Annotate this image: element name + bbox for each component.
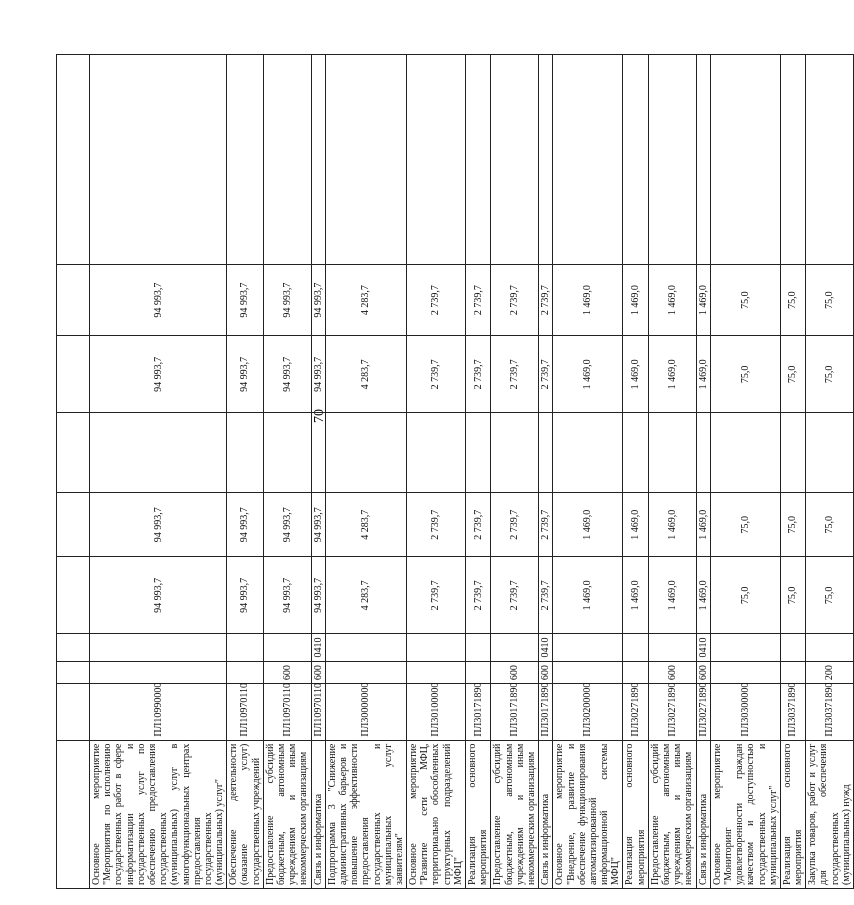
row-value-1: 2 739,7 — [407, 557, 466, 634]
row-value-3 — [90, 413, 227, 493]
row-name: Связь и информатика — [696, 740, 710, 888]
row-section — [407, 634, 466, 662]
row-value-1: 2 739,7 — [466, 557, 491, 634]
row-name: Основное мероприятие "Развитие сети МФЦ, территориально обособленных структурных подразделений МФЦ" — [407, 740, 466, 888]
row-value-4: 2 739,7 — [491, 336, 539, 413]
row-value-2: 75,0 — [780, 493, 805, 557]
row-value-1: 1 469,0 — [553, 557, 623, 634]
row-section — [491, 634, 539, 662]
row-value-4: 1 469,0 — [623, 336, 648, 413]
row-value-2: 1 469,0 — [648, 493, 696, 557]
row-trailing-cell — [491, 55, 539, 265]
row-value-5: 94 993,7 — [263, 264, 311, 336]
row-value-1: 2 739,7 — [539, 557, 553, 634]
header-cell — [57, 493, 90, 557]
row-code: ПЛ30171890 — [466, 684, 491, 740]
row-value-1: 1 469,0 — [696, 557, 710, 634]
table-row — [780, 55, 805, 889]
row-value-1: 94 993,7 — [311, 557, 325, 634]
row-value-1: 94 993,7 — [263, 557, 311, 634]
row-value-2: 2 739,7 — [466, 493, 491, 557]
table-row — [407, 55, 466, 889]
row-value-4: 2 739,7 — [466, 336, 491, 413]
row-value-5: 2 739,7 — [491, 264, 539, 336]
row-section — [466, 634, 491, 662]
row-value-1: 75,0 — [806, 557, 854, 634]
row-code: ПЛ30271890 — [648, 684, 696, 740]
row-name: Предоставление субсидий бюджетным, автономным учреждениям и иным некоммерческим организациям — [263, 740, 311, 888]
row-trailing-cell — [90, 55, 227, 265]
row-value-3 — [623, 413, 648, 493]
row-value-4: 2 739,7 — [407, 336, 466, 413]
row-value-2: 2 739,7 — [407, 493, 466, 557]
row-name: Основное мероприятие "Мероприятия по исполнению государственных работ в сфере информатизации и государственных услуг по обеспечению предоставления государственных (муниципальных) услуг в многофункциональных центрах предоставления государственных (муниципальных) услуг" — [90, 740, 227, 888]
row-expense-type: 600 — [311, 661, 325, 684]
row-name: Реализация основного мероприятия — [466, 740, 491, 888]
table-row — [806, 55, 854, 889]
row-trailing-cell — [539, 55, 553, 265]
row-code: ПЛ30271890 — [623, 684, 648, 740]
table-row — [311, 55, 325, 889]
row-value-3 — [311, 413, 325, 493]
row-section — [325, 634, 406, 662]
table-row — [710, 55, 780, 889]
row-value-1: 1 469,0 — [648, 557, 696, 634]
page-number: 70 — [312, 409, 327, 423]
row-expense-type — [325, 661, 406, 684]
row-section: 0410 — [696, 634, 710, 662]
row-expense-type: 600 — [648, 661, 696, 684]
row-name: Основное мероприятие "Внедрение, развитие и обеспечение функционирования автоматизированной информационной системы МФЦ" — [553, 740, 623, 888]
header-row — [57, 55, 90, 889]
row-section — [806, 634, 854, 662]
header-cell — [57, 413, 90, 493]
table-row — [696, 55, 710, 889]
row-trailing-cell — [325, 55, 406, 265]
row-value-5: 1 469,0 — [623, 264, 648, 336]
row-section — [263, 634, 311, 662]
table-row — [90, 55, 227, 889]
row-value-5: 1 469,0 — [553, 264, 623, 336]
row-value-3 — [325, 413, 406, 493]
row-expense-type — [90, 661, 227, 684]
header-cell — [57, 264, 90, 336]
row-value-5: 2 739,7 — [407, 264, 466, 336]
row-value-3 — [227, 413, 264, 493]
table-row — [623, 55, 648, 889]
row-value-5: 75,0 — [780, 264, 805, 336]
row-trailing-cell — [407, 55, 466, 265]
row-expense-type: 200 — [806, 661, 854, 684]
row-value-2: 75,0 — [710, 493, 780, 557]
row-value-3 — [539, 413, 553, 493]
row-expense-type — [780, 661, 805, 684]
row-value-5: 94 993,7 — [311, 264, 325, 336]
row-value-2: 94 993,7 — [263, 493, 311, 557]
row-value-1: 94 993,7 — [90, 557, 227, 634]
row-trailing-cell — [227, 55, 264, 265]
row-section — [623, 634, 648, 662]
row-value-2: 1 469,0 — [696, 493, 710, 557]
row-code: ПЛ10970110 — [311, 684, 325, 740]
row-value-5: 1 469,0 — [696, 264, 710, 336]
row-value-1: 94 993,7 — [227, 557, 264, 634]
row-expense-type: 600 — [696, 661, 710, 684]
row-name: Предоставление субсидий бюджетным, автономным учреждениям и иным некоммерческим организациям — [491, 740, 539, 888]
row-expense-type: 600 — [491, 661, 539, 684]
row-value-4: 2 739,7 — [539, 336, 553, 413]
row-code: ПЛ10970110 — [263, 684, 311, 740]
row-value-1: 4 283,7 — [325, 557, 406, 634]
row-value-4: 1 469,0 — [696, 336, 710, 413]
row-value-3 — [491, 413, 539, 493]
row-value-5: 94 993,7 — [227, 264, 264, 336]
table-row — [491, 55, 539, 889]
row-value-3 — [466, 413, 491, 493]
row-name: Подпрограмма 3 "Снижение административных барьеров и повышение эффективности предоставления государственных и муниципальных услуг заявителям" — [325, 740, 406, 888]
row-value-4: 94 993,7 — [263, 336, 311, 413]
row-value-2: 2 739,7 — [539, 493, 553, 557]
row-code: ПЛ30271890 — [696, 684, 710, 740]
table-row — [325, 55, 406, 889]
row-expense-type — [227, 661, 264, 684]
row-section — [710, 634, 780, 662]
header-cell — [57, 740, 90, 888]
row-trailing-cell — [780, 55, 805, 265]
row-value-3 — [710, 413, 780, 493]
header-cell — [57, 684, 90, 740]
row-value-2: 2 739,7 — [491, 493, 539, 557]
row-value-1: 75,0 — [710, 557, 780, 634]
row-value-2: 1 469,0 — [623, 493, 648, 557]
row-section — [648, 634, 696, 662]
header-cell — [57, 55, 90, 265]
table-row — [466, 55, 491, 889]
row-trailing-cell — [710, 55, 780, 265]
row-expense-type — [553, 661, 623, 684]
row-value-4: 4 283,7 — [325, 336, 406, 413]
row-expense-type: 600 — [539, 661, 553, 684]
row-code: ПЛ30171890 — [539, 684, 553, 740]
row-code: ПЛ30100000 — [407, 684, 466, 740]
row-trailing-cell — [311, 55, 325, 265]
row-code: ПЛ30000000 — [325, 684, 406, 740]
row-expense-type — [710, 661, 780, 684]
row-value-3 — [263, 413, 311, 493]
row-value-4: 75,0 — [806, 336, 854, 413]
row-code: ПЛ30371890 — [780, 684, 805, 740]
row-value-4: 75,0 — [780, 336, 805, 413]
row-value-2: 1 469,0 — [553, 493, 623, 557]
row-value-4: 1 469,0 — [648, 336, 696, 413]
row-code: ПЛ10970110 — [227, 684, 264, 740]
row-value-3 — [696, 413, 710, 493]
row-value-4: 75,0 — [710, 336, 780, 413]
row-code: ПЛ10990000 — [90, 684, 227, 740]
row-value-2: 75,0 — [806, 493, 854, 557]
header-cell — [57, 336, 90, 413]
row-value-4: 94 993,7 — [311, 336, 325, 413]
row-code: ПЛ30300000 — [710, 684, 780, 740]
row-name: Закупка товаров, работ и услуг для обеспечения государственных (муниципальных) нужд — [806, 740, 854, 888]
row-section — [780, 634, 805, 662]
row-value-5: 2 739,7 — [466, 264, 491, 336]
row-expense-type — [466, 661, 491, 684]
row-value-5: 94 993,7 — [90, 264, 227, 336]
row-expense-type: 600 — [263, 661, 311, 684]
row-value-1: 2 739,7 — [491, 557, 539, 634]
row-expense-type — [407, 661, 466, 684]
row-value-4: 94 993,7 — [227, 336, 264, 413]
table-body — [57, 55, 854, 889]
row-value-1: 1 469,0 — [623, 557, 648, 634]
row-name: Реализация основного мероприятия — [623, 740, 648, 888]
row-section — [90, 634, 227, 662]
row-section: 0410 — [539, 634, 553, 662]
row-value-5: 1 469,0 — [648, 264, 696, 336]
table-row — [263, 55, 311, 889]
row-value-2: 4 283,7 — [325, 493, 406, 557]
row-value-2: 94 993,7 — [90, 493, 227, 557]
table-row — [227, 55, 264, 889]
row-name: Связь и информатика — [311, 740, 325, 888]
row-value-5: 75,0 — [806, 264, 854, 336]
row-value-4: 1 469,0 — [553, 336, 623, 413]
row-value-2: 94 993,7 — [227, 493, 264, 557]
row-trailing-cell — [648, 55, 696, 265]
header-cell — [57, 634, 90, 662]
row-value-3 — [806, 413, 854, 493]
header-cell — [57, 557, 90, 634]
table-row — [553, 55, 623, 889]
table-row — [648, 55, 696, 889]
table-row — [539, 55, 553, 889]
row-value-4: 94 993,7 — [90, 336, 227, 413]
row-trailing-cell — [263, 55, 311, 265]
row-trailing-cell — [696, 55, 710, 265]
row-name: Обеспечение деятельности (оказание услуг) государственных учреждений — [227, 740, 264, 888]
row-code: ПЛ30171890 — [491, 684, 539, 740]
row-trailing-cell — [806, 55, 854, 265]
row-section — [227, 634, 264, 662]
row-value-3 — [780, 413, 805, 493]
row-trailing-cell — [623, 55, 648, 265]
row-name: Предоставление субсидий бюджетным, автономным учреждениям и иным некоммерческим организациям — [648, 740, 696, 888]
row-value-5: 2 739,7 — [539, 264, 553, 336]
row-section: 0410 — [311, 634, 325, 662]
budget-table — [56, 54, 854, 889]
row-trailing-cell — [466, 55, 491, 265]
row-code: ПЛ30200000 — [553, 684, 623, 740]
row-value-3 — [553, 413, 623, 493]
header-cell — [57, 661, 90, 684]
row-value-3 — [407, 413, 466, 493]
row-expense-type — [623, 661, 648, 684]
row-trailing-cell — [553, 55, 623, 265]
row-name: Связь и информатика — [539, 740, 553, 888]
row-value-3 — [648, 413, 696, 493]
row-name: Основное мероприятие "Мониторинг удовлетворенности граждан качеством и доступностью государственных и муниципальных услуг" — [710, 740, 780, 888]
row-value-1: 75,0 — [780, 557, 805, 634]
row-section — [553, 634, 623, 662]
row-name: Реализация основного мероприятия — [780, 740, 805, 888]
row-value-5: 4 283,7 — [325, 264, 406, 336]
row-code: ПЛ30371890 — [806, 684, 854, 740]
row-value-5: 75,0 — [710, 264, 780, 336]
row-value-2: 94 993,7 — [311, 493, 325, 557]
